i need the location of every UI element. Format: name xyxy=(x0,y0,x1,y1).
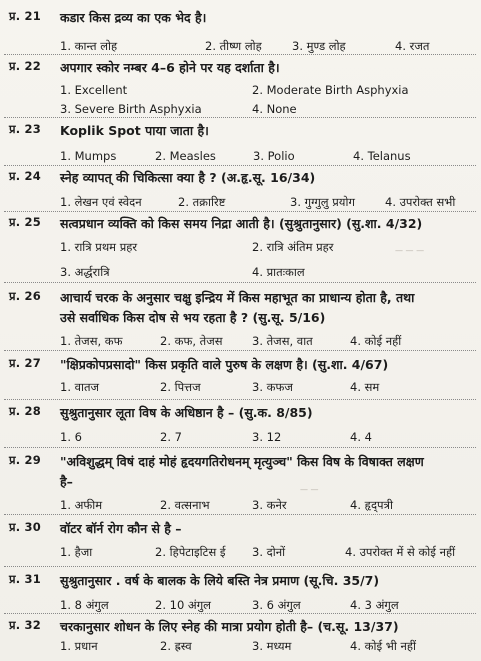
question-text: अपगार स्कोर नम्बर 4–6 होने पर यह दर्शाता है। xyxy=(60,60,280,75)
option-4: 4. प्रातःकाल xyxy=(252,265,305,279)
question-number: प्र. 29 xyxy=(9,453,41,467)
option-1: 1. अफीम xyxy=(60,498,103,512)
option-3: 3. कफज xyxy=(252,380,293,394)
option-2: 2. तक्रारिष्ट xyxy=(178,195,226,209)
question-number: प्र. 25 xyxy=(9,215,41,229)
divider xyxy=(4,566,476,567)
background-bleed-text: — — xyxy=(300,485,319,494)
option-2: 2. वत्सनाभ xyxy=(160,498,210,512)
option-3: 3. 12 xyxy=(252,430,282,444)
divider xyxy=(4,54,476,55)
question-text: चरकानुसार शोधन के लिए स्नेह की मात्रा प्रयोग होती है– (च.सू. 13/37) xyxy=(60,619,399,634)
option-4: 4. रजत xyxy=(395,39,430,53)
question-number: प्र. 30 xyxy=(9,520,41,534)
question-number: प्र. 21 xyxy=(9,9,41,23)
option-2: 2. Moderate Birth Asphyxia xyxy=(252,83,409,97)
option-2: 2. Measles xyxy=(155,149,216,163)
option-1: 1. हैजा xyxy=(60,545,93,559)
question-text: कडार किस द्रव्य का एक भेद है। xyxy=(60,10,207,25)
question-text: वॉटर बॉर्न रोग कौन से है – xyxy=(60,521,182,536)
option-2: 2. ह्रस्व xyxy=(160,639,192,653)
option-3: 3. मुण्ड लोह xyxy=(292,39,346,53)
option-2: 2. रात्रि अंतिम प्रहर xyxy=(252,240,334,254)
option-2: 2. हिपेटाइटिस ई xyxy=(155,545,226,559)
divider xyxy=(4,211,476,212)
option-3: 3. गुग्गुलु प्रयोग xyxy=(290,195,355,209)
question-number: प्र. 32 xyxy=(9,618,41,632)
divider xyxy=(4,514,476,515)
option-4: 4. कोई नहीं xyxy=(350,334,402,348)
option-1: 1. प्रधान xyxy=(60,639,98,653)
question-text: "क्षिप्रकोपप्रसादो" किस प्रकृति वाले पुरुष के लक्षण है। (सु.शा. 4/67) xyxy=(60,357,389,372)
option-3: 3. अर्द्धरात्रि xyxy=(60,265,110,279)
option-2: 2. 10 अंगुल xyxy=(155,598,211,612)
option-1: 1. वातज xyxy=(60,380,100,394)
question-text: आचार्य चरक के अनुसार चक्षु इन्द्रिय में किस महाभूत का प्राधान्य होता है, तथा xyxy=(60,290,415,305)
option-2: 2. पित्तज xyxy=(160,380,201,394)
option-2: 2. 7 xyxy=(160,430,182,444)
option-4: 4. 3 अंगुल xyxy=(350,598,399,612)
option-3: 3. दोनों xyxy=(252,545,286,559)
question-number: प्र. 26 xyxy=(9,289,41,303)
option-1: 1. 8 अंगुल xyxy=(60,598,109,612)
divider xyxy=(4,165,476,166)
option-3: 3. कनेर xyxy=(252,498,287,512)
question-number: प्र. 27 xyxy=(9,356,41,370)
question-text: सुश्रुतानुसार लूता विष के अधिष्ठान है – (सु.क. 8/85) xyxy=(60,405,313,420)
question-text: सत्वप्रधान व्यक्ति को किस समय निद्रा आती है। (सुश्रुतानुसार) (सु.शा. 4/32) xyxy=(60,216,423,231)
option-3: 3. मध्यम xyxy=(252,639,292,653)
option-1: 1. 6 xyxy=(60,430,82,444)
option-2: 2. कफ, तेजस xyxy=(160,334,223,348)
option-2: 2. तीष्ण लोह xyxy=(205,39,262,53)
option-4: 4. None xyxy=(252,102,297,116)
option-3: 3. Severe Birth Asphyxia xyxy=(60,102,202,116)
question-number: प्र. 28 xyxy=(9,404,41,418)
option-1: 1. रात्रि प्रथम प्रहर xyxy=(60,240,138,254)
divider xyxy=(4,282,476,283)
question-number: प्र. 23 xyxy=(9,122,41,136)
question-text-line-2: उसे सर्वाधिक किस दोष से भय रहता है ? (सु.सू. 5/16) xyxy=(60,310,326,325)
option-4: 4. 4 xyxy=(350,430,372,444)
option-1: 1. Excellent xyxy=(60,83,128,97)
option-1: 1. लेखन एवं स्वेदन xyxy=(60,195,142,209)
question-text: स्नेह व्यापत् की चिकित्सा क्या है ? (अ.हृ.सू. 16/34) xyxy=(60,170,316,185)
background-bleed-text: — — — xyxy=(395,246,425,255)
option-3: 3. 6 अंगुल xyxy=(252,598,301,612)
divider xyxy=(4,447,476,448)
option-1: 1. तेजस, कफ xyxy=(60,334,123,348)
option-4: 4. कोई भी नहीं xyxy=(350,639,416,653)
option-4: 4. उपरोक्त में से कोई नहीं xyxy=(345,545,456,559)
divider xyxy=(4,613,476,614)
divider xyxy=(4,399,476,400)
question-text: "अविशुद्धम् विषं दाहं मोहं हृदयगतिरोधनम् मृत्युञ्च" किस विष के विषाक्त लक्षण xyxy=(60,454,424,469)
divider xyxy=(4,350,476,351)
question-text: सुश्रुतानुसार . वर्ष के बालक के लिये बस्ति नेत्र प्रमाण (सू.चि. 35/7) xyxy=(60,573,380,588)
divider xyxy=(4,117,476,118)
option-4: 4. Telanus xyxy=(353,149,411,163)
question-text: Koplik Spot पाया जाता है। xyxy=(60,123,209,138)
question-number: प्र. 31 xyxy=(9,572,41,586)
option-3: 3. Polio xyxy=(253,149,295,163)
option-4: 4. हृद्पत्री xyxy=(350,498,393,512)
option-4: 4. उपरोक्त सभी xyxy=(385,195,456,209)
option-1: 1. Mumps xyxy=(60,149,117,163)
question-number: प्र. 22 xyxy=(9,59,41,73)
question-text-line-2: है– xyxy=(60,474,73,489)
option-1: 1. कान्त लोह xyxy=(60,39,118,53)
option-3: 3. तेजस, वात xyxy=(252,334,313,348)
question-number: प्र. 24 xyxy=(9,169,41,183)
option-4: 4. सम xyxy=(350,380,380,394)
